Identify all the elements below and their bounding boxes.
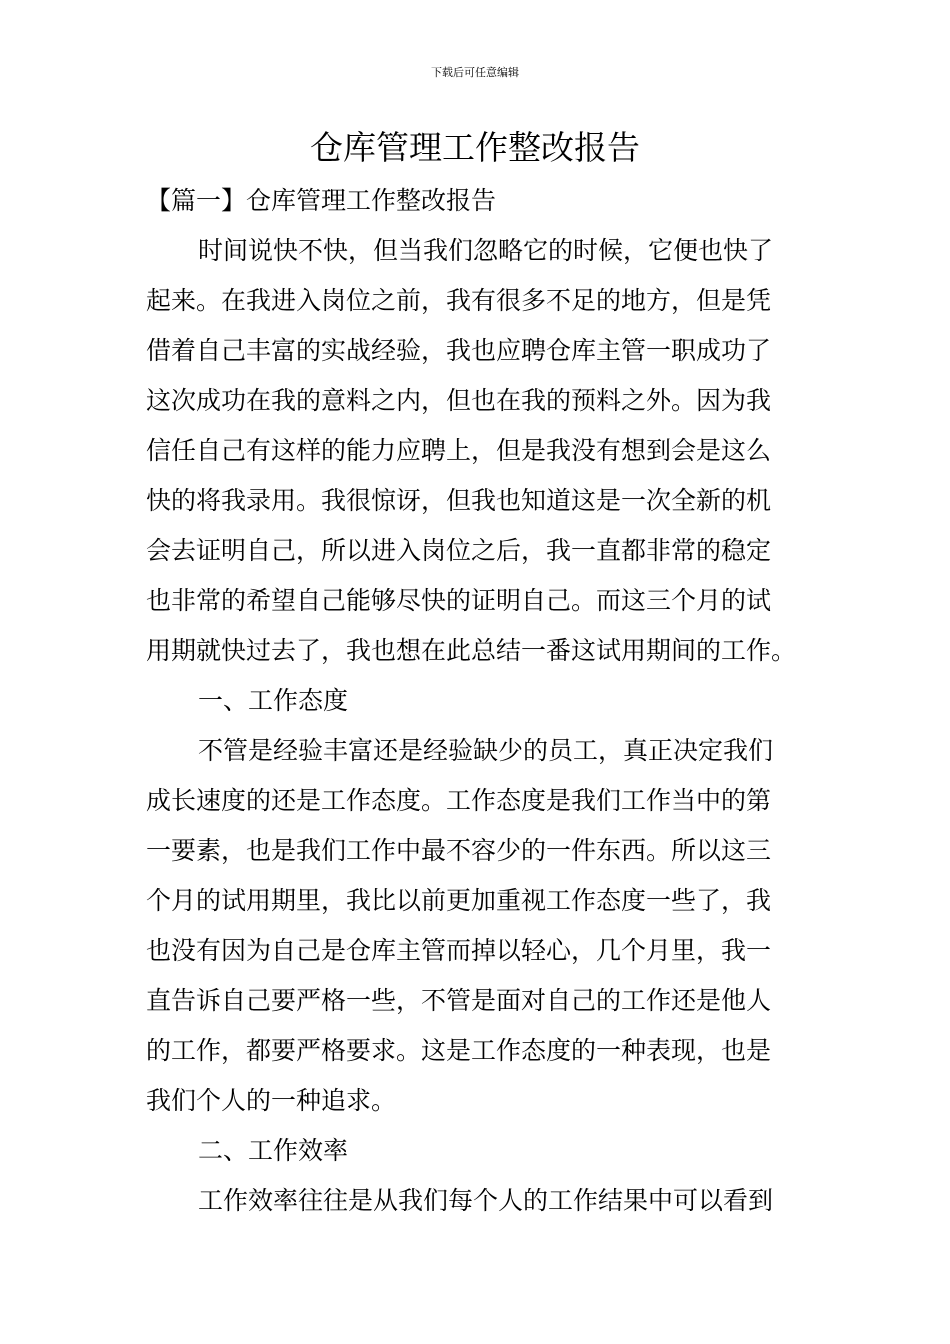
- subheading-work-attitude: 一、工作态度: [198, 686, 349, 715]
- paragraph-line: 成长速度的还是工作态度。工作态度是我们工作当中的第: [146, 786, 772, 815]
- paragraph-line: 的工作，都要严格要求。这是工作态度的一种表现，也是: [146, 1036, 772, 1065]
- subheading-work-efficiency: 二、工作效率: [198, 1136, 349, 1165]
- paragraph-line: 借着自己丰富的实战经验，我也应聘仓库主管一职成功了: [146, 336, 772, 365]
- paragraph-line: 起来。在我进入岗位之前，我有很多不足的地方，但是凭: [146, 286, 772, 315]
- paragraph-line: 快的将我录用。我很惊讶，但我也知道这是一次全新的机: [146, 486, 772, 515]
- paragraph-line: 时间说快不快，但当我们忽略它的时候，它便也快了: [198, 236, 774, 265]
- paragraph-line: 不管是经验丰富还是经验缺少的员工，真正决定我们: [198, 736, 774, 765]
- paragraph-line: 也没有因为自己是仓库主管而掉以轻心，几个月里，我一: [146, 936, 772, 965]
- paragraph-line: 也非常的希望自己能够尽快的证明自己。而这三个月的试: [146, 586, 772, 615]
- paragraph-line: 一要素，也是我们工作中最不容少的一件东西。所以这三: [146, 836, 772, 865]
- paragraph-line: 信任自己有这样的能力应聘上，但是我没有想到会是这么: [146, 436, 772, 465]
- section-heading-part-one: 【篇一】仓库管理工作整改报告: [146, 186, 497, 215]
- paragraph-line: 会去证明自己，所以进入岗位之后，我一直都非常的稳定: [146, 536, 772, 565]
- paragraph-line: 直告诉自己要严格一些，不管是面对自己的工作还是他人: [146, 986, 772, 1015]
- document-title: 仓库管理工作整改报告: [310, 128, 640, 167]
- header-note: 下载后可任意编辑: [431, 66, 519, 79]
- paragraph-line: 我们个人的一种追求。: [146, 1086, 397, 1115]
- paragraph-line: 这次成功在我的意料之内，但也在我的预料之外。因为我: [146, 386, 772, 415]
- paragraph-line: 用期就快过去了，我也想在此总结一番这试用期间的工作。: [146, 636, 797, 665]
- paragraph-line: 个月的试用期里，我比以前更加重视工作态度一些了，我: [146, 886, 772, 915]
- document-body: [146, 176, 806, 1226]
- paragraph-line: 工作效率往往是从我们每个人的工作结果中可以看到: [198, 1186, 774, 1215]
